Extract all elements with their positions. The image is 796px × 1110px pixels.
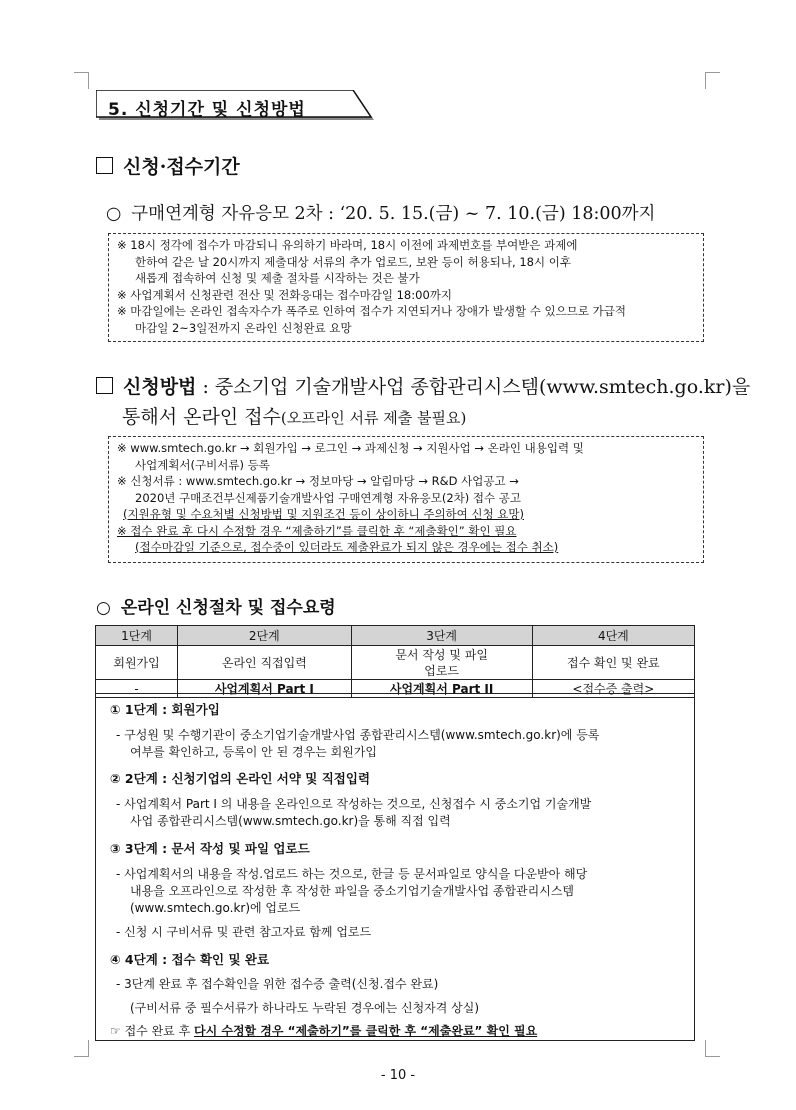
table-cell: 사업계획서 Part I	[178, 680, 351, 698]
steps-detail-box	[95, 693, 695, 1041]
step-line: - 사업계획서 Part I 의 내용을 온라인으로 작성하는 것으로, 신청접수 시 중소기업 기술개발	[116, 797, 592, 811]
online-heading: ○ 온라인 신청절차 및 접수요령	[96, 598, 336, 618]
checkbox-icon	[96, 377, 113, 394]
method-heading: 신청방법 : 중소기업 기술개발사업 종합관리시스템(www.smtech.go.kr)을	[96, 372, 750, 399]
step-line: 여부를 확인하고, 등록이 안 된 경우는 회원가입	[130, 745, 377, 759]
method-heading-line2: 통해서 온라인 접수(오프라인 서류 제출 불필요)	[122, 406, 467, 428]
section-title-box	[96, 90, 378, 120]
steps-table	[95, 625, 695, 698]
step-line: - 구성원 및 수행기관이 중소기업기술개발사업 종합관리시스템(www.smtech.go.kr)에 등록	[116, 728, 600, 742]
step-title: ③ 3단계 : 문서 작성 및 파일 업로드	[110, 841, 310, 856]
crop-mark	[74, 72, 89, 89]
crop-mark	[705, 1040, 720, 1057]
step-line: - 신청 시 구비서류 및 관련 참고자료 함께 업로드	[116, 925, 372, 939]
crop-mark	[705, 72, 720, 89]
circle-bullet-icon: ○	[96, 598, 111, 618]
page-number: - 10 -	[380, 1068, 416, 1083]
table-cell: 문서 작성 및 파일 업로드	[351, 646, 532, 680]
step-title: ④ 4단계 : 접수 확인 및 완료	[110, 952, 270, 967]
step-title: ② 2단계 : 신청기업의 온라인 서약 및 직접입력	[110, 771, 371, 786]
step-line: 내용을 오프라인으로 작성한 후 작성한 파일을 중소기업기술개발사업 종합관리시스템	[130, 884, 575, 898]
table-cell: 온라인 직접입력	[178, 646, 351, 680]
table-header: 4단계	[532, 626, 694, 646]
table-cell: 접수 확인 및 완료	[532, 646, 694, 680]
circle-bullet-icon: ○	[106, 204, 122, 224]
method-notes: ※ www.smtech.go.kr → 회원가입 → 로그인 → 과제신청 → 지원사업 → 온라인 내용입력 및 사업계획서(구비서류) 등록 ※ 신청서류 : www.smtech.go.kr → 정보마당 → 알림마당 → R&D 사업공고 → 2020년 구매조건부신제품기술개발사업 구매연계형 자유응모(2차) 접수 공고 (지원유형 및 수요처별 신청방법 및 지원조건 등이 상이하니 주의하여 신청 요망) ※ 접수 완료 후 다시 수정할 경우 “제출하기”를 클릭한 후 “제출확인” 확인 필요 (접수마감일 기준으로, 접수중이 있더라도 제출완료가 되지 않은 경우에는 접수 취소)	[108, 436, 704, 563]
table-header: 2단계	[178, 626, 351, 646]
final-note: ☞ 접수 완료 후 다시 수정할 경우 “제출하기”를 클릭한 후 “제출완료” 확인 필요	[110, 1024, 538, 1038]
table-header: 3단계	[351, 626, 532, 646]
crop-mark	[74, 1040, 89, 1057]
step-line: (구비서류 중 필수서류가 하나라도 누락된 경우에는 신청자격 상실)	[130, 1001, 480, 1015]
section-title: 5. 신청기간 및 신청방법	[108, 100, 306, 120]
table-header: 1단계	[96, 626, 178, 646]
period-heading: 신청·접수기간	[96, 152, 240, 179]
step-title: ① 1단계 : 회원가입	[110, 702, 220, 717]
step-line: 사업 종합관리시스템(www.smtech.go.kr)을 통해 직접 입력	[130, 814, 451, 828]
step-line: (www.smtech.go.kr)에 업로드	[130, 901, 301, 915]
checkbox-icon	[96, 157, 113, 174]
table-cell: 사업계획서 Part II	[351, 680, 532, 698]
table-cell: <접수증 출력>	[532, 680, 694, 698]
step-line: - 사업계획서의 내용을 작성.업로드 하는 것으로, 한글 등 문서파일로 양식을 다운받아 해당	[116, 867, 588, 881]
period-main: ○ 구매연계형 자유응모 2차 : ‘20. 5. 15.(금) ~ 7. 10.(금) 18:00까지	[106, 204, 656, 224]
table-header-row	[96, 626, 695, 646]
period-notes: ※ 18시 정각에 접수가 마감되니 유의하기 바라며, 18시 이전에 과제번호를 부여받은 과제에 한하여 같은 날 20시까지 제출대상 서류의 추가 업로드, 보완 등이 허용되나, 18시 이후 새롭게 접속하여 신청 및 제출 절차를 시작하는 것은 불가 ※ 사업계획서 신청관련 전산 및 전화응대는 접수마감일 18:00까지 ※ 마감일에는 온라인 접속자수가 폭주로 인하여 접수가 지연되거나 장애가 발생할 수 있으므로 가급적 마감일 2~3일전까지 온라인 신청완료 요망	[108, 233, 704, 342]
step-line: - 3단계 완료 후 접수확인을 위한 접수증 출력(신청.접수 완료)	[116, 977, 439, 991]
table-cell: 회원가입	[96, 646, 178, 680]
table-cell: -	[96, 680, 178, 698]
table-row	[96, 646, 695, 680]
